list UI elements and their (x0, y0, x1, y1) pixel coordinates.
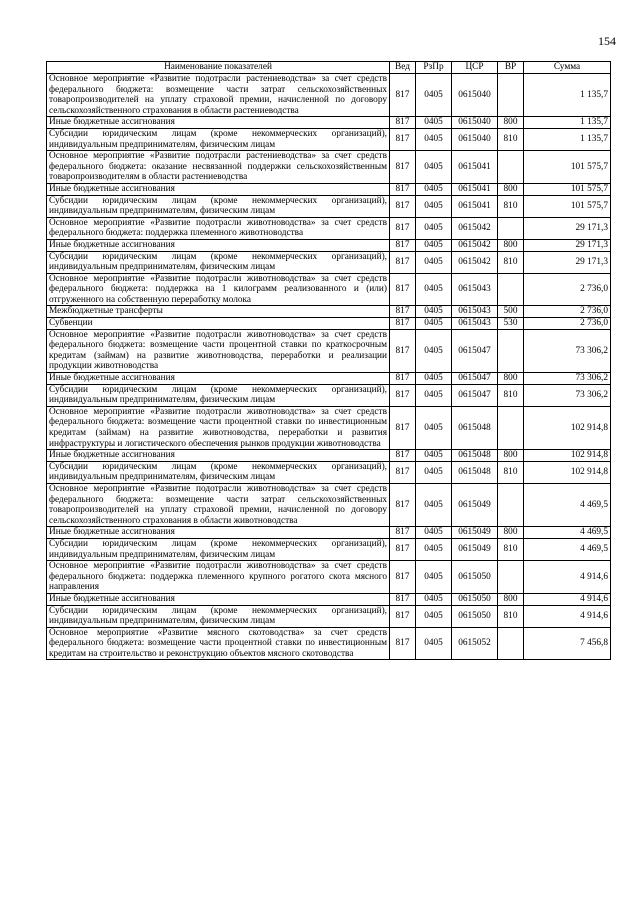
row-vr-cell (498, 329, 524, 372)
row-sum-cell: 101 575,7 (524, 195, 611, 217)
row-ved-cell: 817 (390, 538, 416, 560)
row-csr-cell: 0615043 (452, 273, 498, 306)
row-csr-cell: 0615048 (452, 461, 498, 483)
row-csr-cell: 0615048 (452, 450, 498, 462)
row-name-cell: Иные бюджетные ассигнования (47, 117, 390, 129)
row-ved-cell: 817 (390, 593, 416, 605)
row-ved-cell: 817 (390, 527, 416, 539)
header-ved: Вед (390, 62, 416, 74)
row-vr-cell (498, 74, 524, 117)
row-csr-cell: 0615041 (452, 195, 498, 217)
table-row (47, 373, 611, 385)
row-sum-cell: 73 306,2 (524, 329, 611, 372)
row-vr-cell: 810 (498, 605, 524, 627)
row-name-cell: Субсидии юридическим лицам (кроме некоммерческих организаций), индивидуальным предпринимателям, физическим лицам (47, 251, 390, 273)
row-csr-cell: 0615041 (452, 151, 498, 184)
row-sum-cell: 4 914,6 (524, 593, 611, 605)
row-vr-cell (498, 483, 524, 526)
row-name-cell: Основное мероприятие «Развитие подотрасли животноводства» за счет средств федерального бюджета: возмещение части затрат сельскохозяйственных товаропроизводителей на уплату страховой премии, начисленной по договору сельскохозяйственного страхования в области животноводства (47, 483, 390, 526)
page-number: 154 (598, 34, 616, 48)
row-sum-cell: 73 306,2 (524, 373, 611, 385)
row-rzpr-cell: 0405 (416, 117, 452, 129)
row-sum-cell: 29 171,3 (524, 251, 611, 273)
row-vr-cell (498, 273, 524, 306)
row-vr-cell (498, 151, 524, 184)
row-rzpr-cell: 0405 (416, 527, 452, 539)
row-sum-cell: 4 469,5 (524, 538, 611, 560)
row-vr-cell: 500 (498, 306, 524, 318)
row-ved-cell: 817 (390, 483, 416, 526)
row-sum-cell: 1 135,7 (524, 117, 611, 129)
table-row (47, 627, 611, 660)
row-name-cell: Основное мероприятие «Развитие мясного скотоводства» за счет средств федерального бюджета: возмещение части процентной ставки по инвестиционным кредитам на строительство и реконструкцию объектов мясного скотоводства (47, 627, 390, 660)
row-vr-cell: 800 (498, 593, 524, 605)
row-vr-cell: 800 (498, 373, 524, 385)
row-sum-cell: 7 456,8 (524, 627, 611, 660)
table-row (47, 593, 611, 605)
row-sum-cell: 4 914,6 (524, 605, 611, 627)
row-name-cell: Субсидии юридическим лицам (кроме некоммерческих организаций), индивидуальным предпринимателям, физическим лицам (47, 384, 390, 406)
row-csr-cell: 0615049 (452, 483, 498, 526)
row-ved-cell: 817 (390, 217, 416, 239)
row-name-cell: Субсидии юридическим лицам (кроме некоммерческих организаций), индивидуальным предпринимателям, физическим лицам (47, 605, 390, 627)
row-sum-cell: 1 135,7 (524, 74, 611, 117)
row-ved-cell: 817 (390, 195, 416, 217)
row-sum-cell: 2 736,0 (524, 306, 611, 318)
row-name-cell: Иные бюджетные ассигнования (47, 593, 390, 605)
row-sum-cell: 4 469,5 (524, 527, 611, 539)
row-vr-cell: 800 (498, 183, 524, 195)
row-csr-cell: 0615040 (452, 74, 498, 117)
row-ved-cell: 817 (390, 239, 416, 251)
row-vr-cell: 530 (498, 318, 524, 330)
row-rzpr-cell: 0405 (416, 318, 452, 330)
row-csr-cell: 0615050 (452, 593, 498, 605)
budget-table (46, 61, 611, 660)
row-sum-cell: 101 575,7 (524, 151, 611, 184)
row-name-cell: Основное мероприятие «Развитие подотрасли животноводства» за счет средств федерального бюджета: поддержка на 1 килограмм реализованного и (или) отгруженного на собственную переработку молока (47, 273, 390, 306)
row-rzpr-cell: 0405 (416, 273, 452, 306)
row-rzpr-cell: 0405 (416, 373, 452, 385)
table-row (47, 406, 611, 449)
row-sum-cell: 4 914,6 (524, 561, 611, 594)
row-sum-cell: 102 914,8 (524, 406, 611, 449)
table-row (47, 318, 611, 330)
row-ved-cell: 817 (390, 461, 416, 483)
row-csr-cell: 0615047 (452, 373, 498, 385)
table-row (47, 538, 611, 560)
row-vr-cell: 800 (498, 450, 524, 462)
table-row (47, 461, 611, 483)
row-vr-cell: 810 (498, 128, 524, 150)
row-rzpr-cell: 0405 (416, 195, 452, 217)
table-row (47, 605, 611, 627)
row-csr-cell: 0615042 (452, 239, 498, 251)
row-csr-cell: 0615049 (452, 538, 498, 560)
row-sum-cell: 73 306,2 (524, 384, 611, 406)
row-vr-cell (498, 561, 524, 594)
row-rzpr-cell: 0405 (416, 483, 452, 526)
table-row (47, 306, 611, 318)
row-csr-cell: 0615048 (452, 406, 498, 449)
row-name-cell: Иные бюджетные ассигнования (47, 373, 390, 385)
row-name-cell: Основное мероприятие «Развитие подотрасли животноводства» за счет средств федерального бюджета: возмещение части процентной ставки по краткосрочным кредитам (займам) на развитие животноводства, переработки и реализации продукции животноводства (47, 329, 390, 372)
row-ved-cell: 817 (390, 605, 416, 627)
table-row (47, 183, 611, 195)
row-rzpr-cell: 0405 (416, 239, 452, 251)
table-row (47, 151, 611, 184)
row-name-cell: Иные бюджетные ассигнования (47, 450, 390, 462)
row-rzpr-cell: 0405 (416, 183, 452, 195)
row-csr-cell: 0615042 (452, 217, 498, 239)
row-name-cell: Субсидии юридическим лицам (кроме некоммерческих организаций), индивидуальным предпринимателям, физическим лицам (47, 128, 390, 150)
table-row (47, 561, 611, 594)
row-name-cell: Основное мероприятие «Развитие подотрасли растениеводства» за счет средств федерального бюджета: возмещение части затрат сельскохозяйственных товаропроизводителей на уплату страховой премии, начисленной по договору сельскохозяйственного страхования в области растениеводства (47, 74, 390, 117)
table-row (47, 217, 611, 239)
table-body (47, 74, 611, 660)
row-ved-cell: 817 (390, 74, 416, 117)
row-sum-cell: 102 914,8 (524, 450, 611, 462)
row-ved-cell: 817 (390, 251, 416, 273)
row-rzpr-cell: 0405 (416, 605, 452, 627)
row-ved-cell: 817 (390, 329, 416, 372)
row-ved-cell: 817 (390, 273, 416, 306)
row-rzpr-cell: 0405 (416, 450, 452, 462)
row-sum-cell: 2 736,0 (524, 273, 611, 306)
row-sum-cell: 2 736,0 (524, 318, 611, 330)
row-ved-cell: 817 (390, 183, 416, 195)
table-row (47, 251, 611, 273)
row-rzpr-cell: 0405 (416, 561, 452, 594)
row-name-cell: Основное мероприятие «Развитие подотрасли животноводства» за счет средств федерального бюджета: поддержка племенного крупного рогатого скота мясного направления (47, 561, 390, 594)
row-rzpr-cell: 0405 (416, 251, 452, 273)
row-ved-cell: 817 (390, 450, 416, 462)
table-header-row (47, 62, 611, 74)
row-rzpr-cell: 0405 (416, 128, 452, 150)
row-name-cell: Межбюджетные трансферты (47, 306, 390, 318)
row-csr-cell: 0615052 (452, 627, 498, 660)
row-ved-cell: 817 (390, 306, 416, 318)
row-name-cell: Иные бюджетные ассигнования (47, 183, 390, 195)
row-name-cell: Основное мероприятие «Развитие подотрасли животноводства» за счет средств федерального бюджета: поддержка племенного животноводства (47, 217, 390, 239)
table-row (47, 74, 611, 117)
row-csr-cell: 0615041 (452, 183, 498, 195)
row-ved-cell: 817 (390, 384, 416, 406)
row-name-cell: Иные бюджетные ассигнования (47, 527, 390, 539)
row-sum-cell: 102 914,8 (524, 461, 611, 483)
row-rzpr-cell: 0405 (416, 384, 452, 406)
row-name-cell: Субвенции (47, 318, 390, 330)
table-row (47, 527, 611, 539)
row-ved-cell: 817 (390, 627, 416, 660)
row-vr-cell (498, 406, 524, 449)
row-ved-cell: 817 (390, 406, 416, 449)
row-sum-cell: 4 469,5 (524, 483, 611, 526)
row-name-cell: Иные бюджетные ассигнования (47, 239, 390, 251)
row-csr-cell: 0615047 (452, 329, 498, 372)
header-csr: ЦСР (452, 62, 498, 74)
row-vr-cell: 810 (498, 251, 524, 273)
row-rzpr-cell: 0405 (416, 151, 452, 184)
row-csr-cell: 0615047 (452, 384, 498, 406)
row-vr-cell: 800 (498, 117, 524, 129)
table-row (47, 483, 611, 526)
row-csr-cell: 0615049 (452, 527, 498, 539)
table-row (47, 384, 611, 406)
row-rzpr-cell: 0405 (416, 406, 452, 449)
row-rzpr-cell: 0405 (416, 306, 452, 318)
row-csr-cell: 0615040 (452, 117, 498, 129)
row-sum-cell: 1 135,7 (524, 128, 611, 150)
row-name-cell: Субсидии юридическим лицам (кроме некоммерческих организаций), индивидуальным предпринимателям, физическим лицам (47, 538, 390, 560)
header-sum: Сумма (524, 62, 611, 74)
row-rzpr-cell: 0405 (416, 74, 452, 117)
row-csr-cell: 0615043 (452, 318, 498, 330)
row-name-cell: Основное мероприятие «Развитие подотрасли животноводства» за счет средств федерального бюджета: возмещение части процентной ставки по инвестиционным кредитам (займам) на развитие животноводства, переработки и развития инфраструктуры и логистического обеспечения рынков продукции животноводства (47, 406, 390, 449)
row-sum-cell: 101 575,7 (524, 183, 611, 195)
row-rzpr-cell: 0405 (416, 593, 452, 605)
table-row (47, 117, 611, 129)
row-csr-cell: 0615042 (452, 251, 498, 273)
row-csr-cell: 0615050 (452, 561, 498, 594)
row-csr-cell: 0615050 (452, 605, 498, 627)
row-name-cell: Основное мероприятие «Развитие подотрасли растениеводства» за счет средств федерального бюджета: оказание несвязанной поддержки сельскохозяйственным товаропроизводителям в области растениеводства (47, 151, 390, 184)
row-rzpr-cell: 0405 (416, 329, 452, 372)
row-ved-cell: 817 (390, 373, 416, 385)
table-row (47, 450, 611, 462)
header-rzpr: РзПр (416, 62, 452, 74)
row-vr-cell: 810 (498, 195, 524, 217)
row-ved-cell: 817 (390, 561, 416, 594)
row-vr-cell: 810 (498, 538, 524, 560)
row-rzpr-cell: 0405 (416, 461, 452, 483)
row-rzpr-cell: 0405 (416, 217, 452, 239)
row-name-cell: Субсидии юридическим лицам (кроме некоммерческих организаций), индивидуальным предпринимателям, физическим лицам (47, 461, 390, 483)
row-ved-cell: 817 (390, 128, 416, 150)
row-vr-cell (498, 627, 524, 660)
row-vr-cell: 800 (498, 527, 524, 539)
row-rzpr-cell: 0405 (416, 538, 452, 560)
row-sum-cell: 29 171,3 (524, 217, 611, 239)
row-vr-cell: 810 (498, 384, 524, 406)
header-name: Наименование показателей (47, 62, 390, 74)
table-row (47, 273, 611, 306)
row-rzpr-cell: 0405 (416, 627, 452, 660)
row-vr-cell: 800 (498, 239, 524, 251)
row-ved-cell: 817 (390, 151, 416, 184)
table-row (47, 239, 611, 251)
row-ved-cell: 817 (390, 318, 416, 330)
table-row (47, 128, 611, 150)
table-row (47, 195, 611, 217)
row-vr-cell: 810 (498, 461, 524, 483)
table-row (47, 329, 611, 372)
row-csr-cell: 0615043 (452, 306, 498, 318)
row-csr-cell: 0615040 (452, 128, 498, 150)
row-ved-cell: 817 (390, 117, 416, 129)
row-sum-cell: 29 171,3 (524, 239, 611, 251)
row-name-cell: Субсидии юридическим лицам (кроме некоммерческих организаций), индивидуальным предпринимателям, физическим лицам (47, 195, 390, 217)
header-vr: ВР (498, 62, 524, 74)
row-vr-cell (498, 217, 524, 239)
